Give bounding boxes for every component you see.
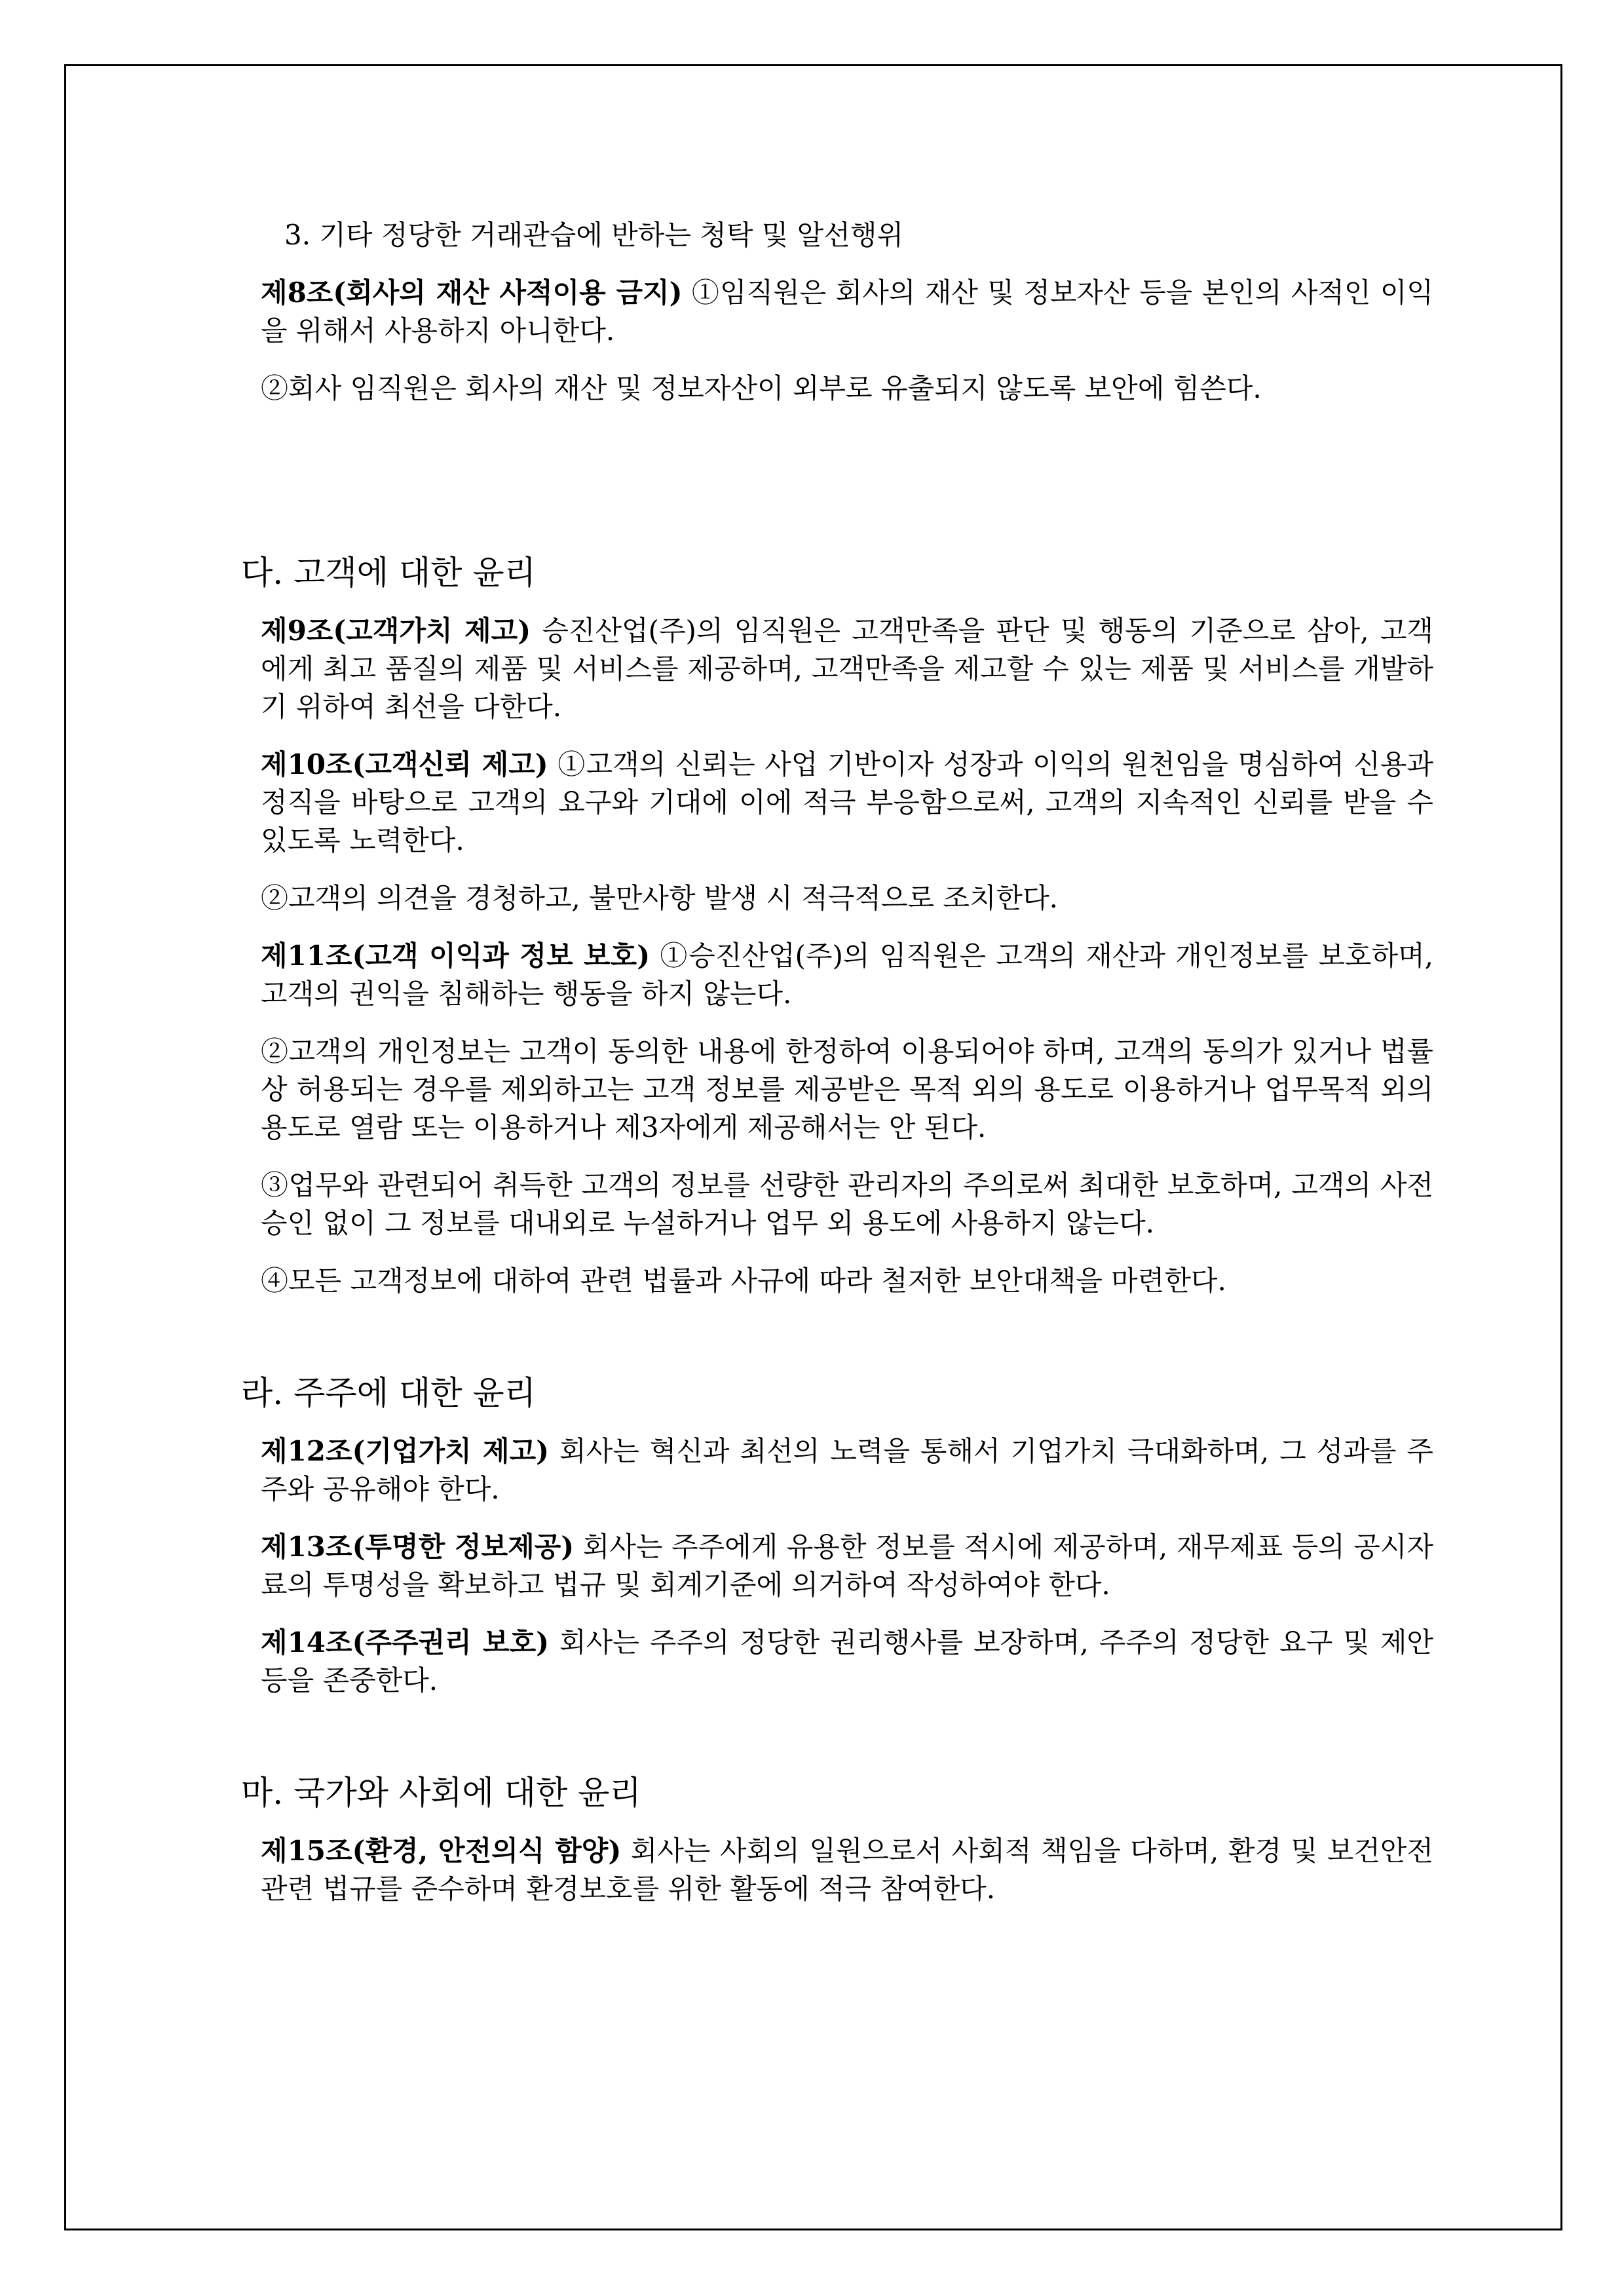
article-11-para-1 [261, 937, 1433, 1013]
article-9-text-1: 승진산업(주)의 임직원은 고객만족을 판단 및 행동의 기준으로 삼아, 고객에게 최고 품질의 제품 및 서비스를 제공하며, 고객만족을 제고할 수 있는 제품 및 서비스를 개발하기 위하여 최선을 다한다. [261, 615, 1433, 723]
article-13-title: 제13조(투명한 정보제공) [261, 1531, 575, 1563]
article-11-para-3: ③업무와 관련되어 취득한 고객의 정보를 선량한 관리자의 주의로써 최대한 보호하며, 고객의 사전 승인 없이 그 정보를 대내외로 누설하거나 업무 외 용도에 사용하지 않는다. [261, 1169, 1433, 1239]
article-11-text-1: ①승진산업(주)의 임직원은 고객의 재산과 개인정보를 보호하며, 고객의 권익을 침해하는 행동을 하지 않는다. [261, 940, 1433, 1010]
article-11-title: 제11조(고객 이익과 정보 보호) [261, 940, 651, 972]
article-9-title: 제9조(고객가치 제고) [261, 615, 531, 647]
article-8-title: 제8조(회사의 재산 사적이용 금지) [261, 277, 683, 309]
section-heading-shareholder: 라. 주주에 대한 윤리 [241, 1374, 536, 1412]
article-15-title: 제15조(환경, 안전의식 함양) [261, 1835, 622, 1867]
article-14-para-1 [261, 1624, 1433, 1700]
article-14-title: 제14조(주주권리 보호) [261, 1626, 550, 1658]
article-15-text-1: 회사는 사회의 일원으로서 사회적 책임을 다하며, 환경 및 보건안전 관련 법규를 준수하며 환경보호를 위한 활동에 적극 참여한다. [261, 1835, 1433, 1905]
article-9-para-1 [261, 612, 1433, 726]
article-11-para-4: ④모든 고객정보에 대하여 관련 법률과 사규에 따라 철저한 보안대책을 마련한다. [261, 1265, 1226, 1297]
article-14-text-1: 회사는 주주의 정당한 권리행사를 보장하며, 주주의 정당한 요구 및 제안 등을 존중한다. [261, 1626, 1433, 1696]
article-12-text-1: 회사는 혁신과 최선의 노력을 통해서 기업가치 극대화하며, 그 성과를 주주와 공유해야 한다. [261, 1435, 1433, 1505]
document-body [241, 216, 1433, 1908]
section-heading-society: 마. 국가와 사회에 대한 윤리 [241, 1774, 641, 1812]
section-heading-customer: 다. 고객에 대한 윤리 [241, 554, 536, 592]
article-11-para-2: ②고객의 개인정보는 고객이 동의한 내용에 한정하여 이용되어야 하며, 고객의 동의가 있거나 법률상 허용되는 경우를 제외하고는 고객 정보를 제공받은 목적 외의 용도로 이용하거나 업무목적 외의 용도로 열람 또는 이용하거나 제3자에게 제공해서는 안 된다. [261, 1035, 1433, 1143]
article-13-text-1: 회사는 주주에게 유용한 정보를 적시에 제공하며, 재무제표 등의 공시자료의 투명성을 확보하고 법규 및 회계기준에 의거하여 작성하여야 한다. [261, 1531, 1433, 1601]
article-8-para-2: ②회사 임직원은 회사의 재산 및 정보자산이 외부로 유출되지 않도록 보안에 힘쓴다. [261, 372, 1262, 404]
article-10-para-1 [261, 746, 1433, 860]
article-10-title: 제10조(고객신뢰 제고) [261, 748, 548, 780]
article-13-para-1 [261, 1528, 1433, 1604]
article-10-para-2: ②고객의 의견을 경청하고, 불만사항 발생 시 적극적으로 조치한다. [261, 882, 1059, 914]
list-item-3: 3. 기타 정당한 거래관습에 반하는 청탁 및 알선행위 [284, 219, 903, 251]
article-10-text-1: ①고객의 신뢰는 사업 기반이자 성장과 이익의 원천임을 명심하여 신용과 정직을 바탕으로 고객의 요구와 기대에 이에 적극 부응함으로써, 고객의 지속적인 신뢰를 받을 수 있도록 노력한다. [261, 748, 1433, 856]
article-8-para-1 [261, 274, 1433, 350]
article-12-title: 제12조(기업가치 제고) [261, 1435, 550, 1467]
article-8-text-1: ①임직원은 회사의 재산 및 정보자산 등을 본인의 사적인 이익을 위해서 사용하지 아니한다. [261, 277, 1433, 347]
article-15-para-1 [261, 1832, 1433, 1908]
article-12-para-1 [261, 1432, 1433, 1508]
